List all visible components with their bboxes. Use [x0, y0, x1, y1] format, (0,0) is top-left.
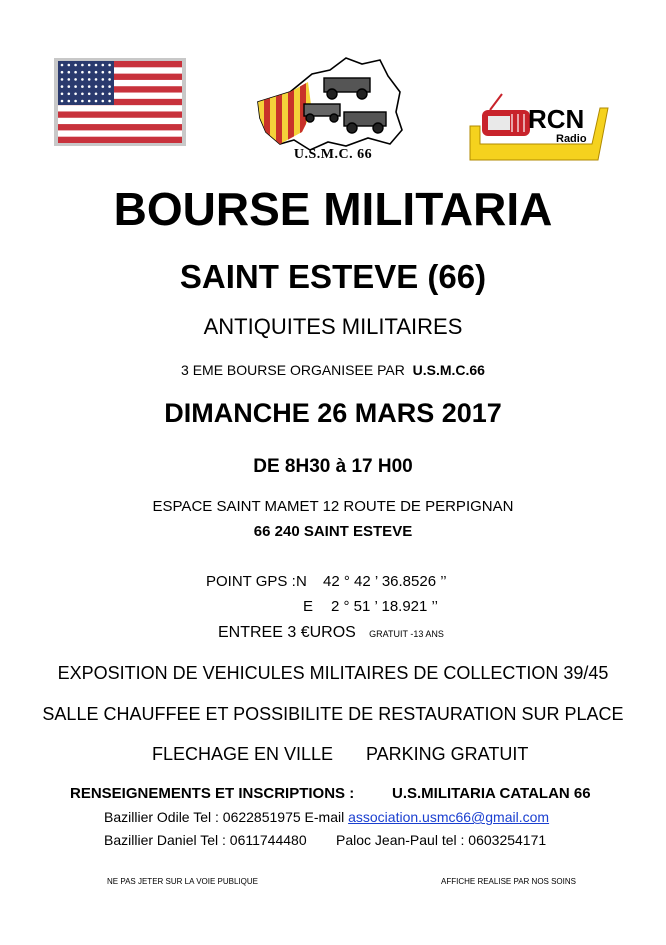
address-line-1: ESPACE SAINT MAMET 12 ROUTE DE PERPIGNAN: [152, 498, 514, 515]
rcn-radio-icon: [468, 88, 610, 166]
event-date: DIMANCHE 26 MARS 2017: [164, 398, 502, 428]
svg-text:RCN: RCN: [528, 104, 585, 134]
gps-n-dir: N: [296, 573, 307, 590]
salle-line: SALLE CHAUFFEE ET POSSIBILITE DE RESTAURATION SUR PLACE: [42, 704, 624, 724]
svg-text:Radio: Radio: [556, 133, 587, 145]
usmc-logo: [250, 52, 410, 162]
contact-daniel: Bazillier Daniel Tel : 0611744480: [104, 832, 307, 848]
contact-odile-text: Bazillier Odile Tel : 0622851975 E-mail: [104, 809, 345, 825]
renseignements-org: U.S.MILITARIA CATALAN 66: [392, 785, 591, 802]
exposition-line: EXPOSITION DE VEHICULES MILITAIRES DE COLLECTION 39/45: [57, 663, 609, 683]
renseignements-label: RENSEIGNEMENTS ET INSCRIPTIONS :: [70, 785, 355, 802]
rcn-radio-logo: [468, 88, 610, 166]
flechage-text: FLECHAGE EN VILLE: [152, 744, 334, 764]
gps-e-dir: E: [303, 598, 314, 615]
entree-line: [218, 624, 444, 642]
gps-e-value: 2 ° 51 ’ 18.921 ’’: [331, 598, 438, 615]
antiquites-line: ANTIQUITES MILITAIRES: [203, 314, 463, 339]
organized-text: 3 EME BOURSE ORGANISEE PAR: [181, 362, 405, 378]
organized-line: [0, 362, 666, 378]
event-hours: DE 8H30 à 17 H00: [253, 456, 413, 477]
organizer-name: U.S.M.C.66: [412, 362, 485, 378]
footer-left: NE PAS JETER SUR LA VOIE PUBLIQUE: [107, 877, 259, 886]
parking-text: PARKING GRATUIT: [366, 744, 529, 764]
entree-note: GRATUIT -13 ANS: [369, 629, 444, 639]
gps-n-value: 42 ° 42 ’ 36.8526 ’’: [323, 573, 447, 590]
subtitle: SAINT ESTEVE (66): [179, 258, 487, 295]
contact-paloc: Paloc Jean-Paul tel : 0603254171: [336, 832, 547, 848]
us-flag-image: [54, 58, 186, 146]
main-title: BOURSE MILITARIA: [113, 183, 553, 235]
usmc-caption: U.S.M.C. 66: [293, 147, 373, 162]
entree-price: ENTREE 3 €UROS: [218, 624, 356, 641]
address-line-2: 66 240 SAINT ESTEVE: [253, 523, 413, 540]
contact-odile: [104, 809, 549, 825]
email-link[interactable]: association.usmc66@gmail.com: [348, 809, 550, 825]
us-flag-icon: [58, 61, 182, 143]
gps-label: POINT GPS :: [206, 573, 296, 590]
usmc-map-icon: [250, 52, 410, 162]
footer-right: AFFICHE REALISE PAR NOS SOINS: [441, 877, 576, 886]
